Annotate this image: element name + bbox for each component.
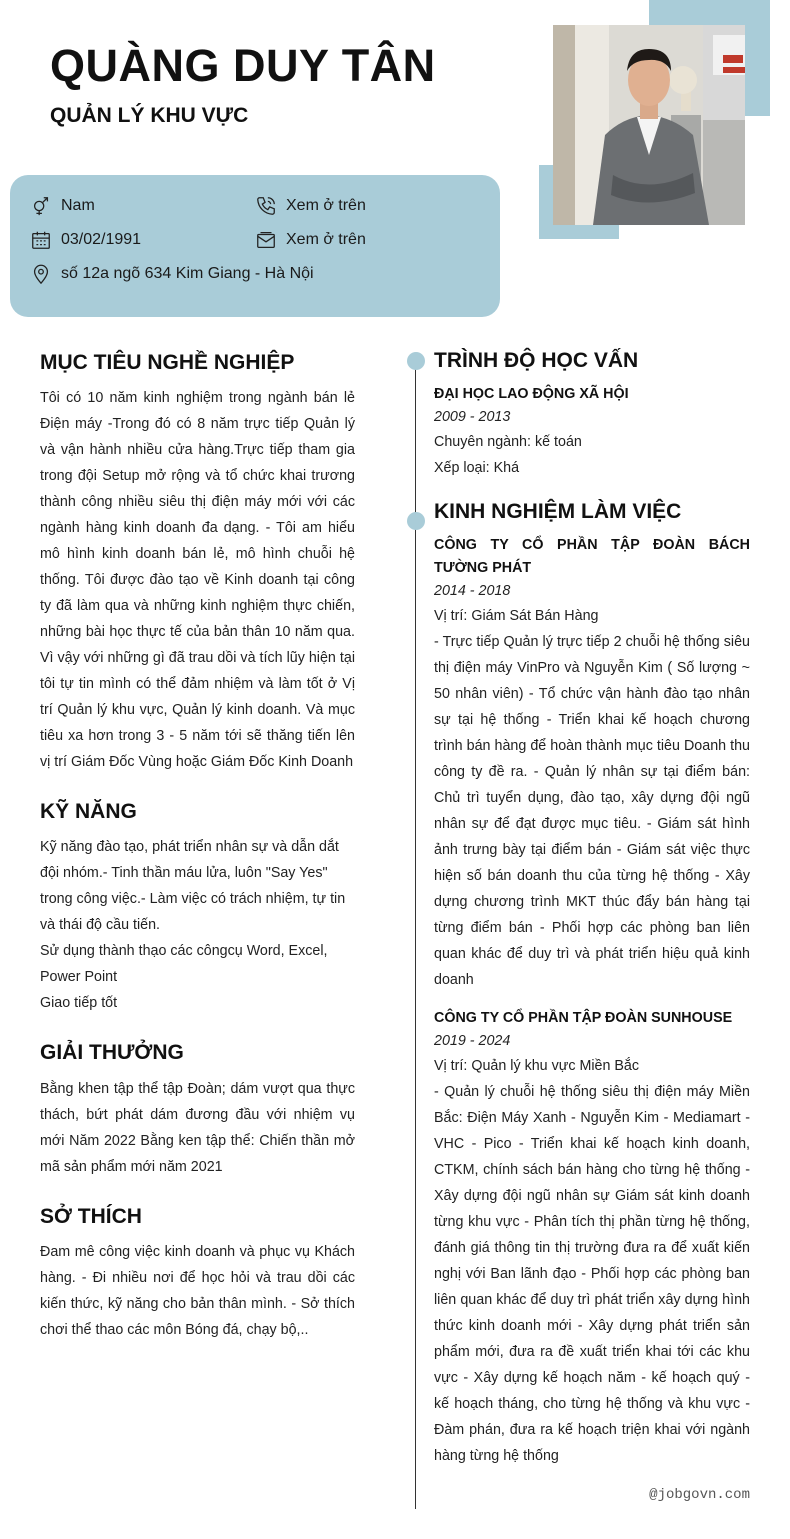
contact-info-box (10, 175, 500, 317)
awards-section (40, 1040, 355, 1179)
company-name: CÔNG TY CỔ PHẦN TẬP ĐOÀN SUNHOUSE (434, 1010, 733, 1027)
experience-section (434, 499, 750, 1469)
gender-item (30, 195, 95, 217)
education-years: 2009 - 2013 (434, 409, 511, 426)
experience-position: Vị trí: Quản lý khu vực Miền Bắc (434, 1058, 640, 1075)
hobbies-section (40, 1204, 355, 1343)
education-section (434, 348, 750, 481)
job-title: QUẢN LÝ KHU VỰC (50, 104, 249, 127)
experience-description: - Quản lý chuỗi hệ thống siêu thị điện máy Miền Bắc: Điện Máy Xanh - Nguyễn Kim - Mediamart - VHC - Pico - Triển khai kế hoạch kinh doanh, CTKM, chính sách bán hàng cho từng hệ thống - Xây dựng đội ngũ nhân sự Giám sát kinh doanh từng khu vực - Phân tích thị phần từng hệ thống, đánh giá thông tin thị trường đưa ra để xuất kiến nghị với Ban lãnh đạo - Phối hợp các phòng ban liên quan khác để duy trì phát triển xây dựng hình thức kinh doanh mới - Xây dựng phát triển sản phẩm mới, đưa ra đề xuất triển khai tới các khu vực - Xây dựng kế hoạch năm - kế hoạch quý - kế hoạch tháng, cho từng hệ thống và khu vực - Đàm phán, đưa ra kế hoạch triện khai với ngành hàng từng hệ thống (434, 1084, 750, 1465)
mail-icon (255, 229, 277, 251)
school-name: ĐẠI HỌC LAO ĐỘNG XÃ HỘI (434, 386, 629, 403)
right-column (434, 348, 750, 1487)
timeline-dot-education (407, 352, 425, 370)
objective-title: MỤC TIÊU NGHỀ NGHIỆP (40, 351, 295, 374)
skill-line: Sử dụng thành thạo các côngcụ Word, Excel, Power Point (40, 943, 328, 986)
email-value: Xem ở trên (286, 231, 366, 248)
experience-years: 2014 - 2018 (434, 583, 511, 600)
education-major: Chuyên ngành: kế toán (434, 434, 582, 451)
gender-icon (30, 195, 52, 217)
objective-section (40, 350, 355, 775)
objective-text: Tôi có 10 năm kinh nghiệm trong ngành bán lẻ Điện máy -Trong đó có 8 năm trực tiếp Quản lý và vận hành nhiều cửa hàng.Trực tiếp tham gia trong đội Setup mở rộng và tổ chức khai trương thành công nhiều siêu thị điện máy mới với các ngành hàng kinh doanh đa dạng. - Tôi am hiểu mô hình kinh doanh bán lẻ, mô hình chuỗi hệ thống. Tôi được đào tạo về Kinh doanh tại công ty đã làm qua và những kinh nghiệm thực chiến, những bài học thực tế của bản thân 10 năm qua. Vì vậy với những gì đã trau dồi và tích lũy hiện tại tôi tự tin mình có thể đảm nhiệm và làm tốt ở Vị trí Quản lý khu vực, Quản lý kinh doanh. Và mục tiêu xa hơn trong 3 - 5 năm tới sẽ thăng tiến lên vị trí Giám Đốc Vùng hoặc Giám Đốc Kinh Doanh (40, 390, 355, 771)
profile-photo (553, 25, 745, 225)
gender-value: Nam (61, 197, 95, 214)
address-item (30, 263, 314, 285)
phone-icon (255, 195, 277, 217)
experience-position: Vị trí: Giám Sát Bán Hàng (434, 608, 599, 625)
watermark: @jobgovn.com (649, 1487, 750, 1503)
dob-value: 03/02/1991 (61, 231, 142, 248)
dob-item (30, 229, 141, 251)
education-title: TRÌNH ĐỘ HỌC VẤN (434, 349, 639, 372)
candidate-name: QUÀNG DUY TÂN (50, 40, 436, 91)
phone-value: Xem ở trên (286, 197, 366, 214)
skills-section (40, 799, 355, 1016)
calendar-icon (30, 229, 52, 251)
skill-line: Kỹ năng đào tạo, phát triển nhân sự và dẫn dắt đội nhóm.- Tinh thần máu lửa, luôn "Say Yes" trong công việc.- Làm việc có trách nhiệm, tự tin và thái độ cầu tiến. (40, 839, 346, 934)
experience-entry (434, 534, 750, 993)
education-grade: Xếp loại: Khá (434, 460, 520, 477)
company-name: CÔNG TY CỔ PHẦN TẬP ĐOÀN BÁCH TƯỜNG PHÁT (434, 537, 750, 577)
experience-title: KINH NGHIỆM LÀM VIỆC (434, 500, 682, 524)
left-column (40, 350, 355, 1367)
address-value: số 12a ngõ 634 Kim Giang - Hà Nội (61, 265, 314, 282)
location-pin-icon (30, 263, 52, 285)
experience-entry (434, 1007, 750, 1469)
experience-description: - Trực tiếp Quản lý trực tiếp 2 chuỗi hệ thống siêu thị điện máy VinPro và Nguyễn Kim ( Số lượng ~ 50 nhân viên) - Tổ chức vận hành đào tạo nhân sự tại hệ thống - Triển khai kế hoạch chương trình bán hàng để hoàn thành mục tiêu Doanh thu công ty đề ra. - Quản lý nhân sự tại điểm bán: Chủ trì tuyển dụng, đào tạo, xây dựng đội ngũ nhân sự để đạt được mục tiêu. - Giám sát hình ảnh trưng bày tại điểm bán - Giám sát việc thực hiện số bán doanh thu của từng hệ thống - Xây dựng chương trình MKT thúc đẩy bán hàng tại từng điểm bán - Phối hợp các phòng ban liên quan khác để duy trì và phát triển hiệu quả kinh doanh (434, 634, 750, 989)
phone-item (255, 195, 366, 217)
awards-text: Bằng khen tập thể tập Đoàn; dám vượt qua thực thách, bứt phát dám đương đầu với nhiệm vụ mới Năm 2022 Bằng ken tập thể: Chiến thần mở mã sản phẩm mới năm 2021 (40, 1080, 355, 1175)
timeline-line (415, 362, 416, 1509)
hobbies-text: Đam mê công việc kinh doanh và phục vụ Khách hàng. - Đi nhiều nơi để học hỏi và trau dồi các kiến thức, kỹ năng cho bản thân mình. - Sở thích chơi thể thao các môn Bóng đá, chạy bộ,.. (40, 1243, 355, 1338)
email-item (255, 229, 366, 251)
skill-line: Giao tiếp tốt (40, 995, 118, 1012)
timeline-dot-experience (407, 512, 425, 530)
awards-title: GIẢI THƯỞNG (40, 1041, 184, 1065)
skills-title: KỸ NĂNG (40, 800, 137, 824)
experience-years: 2019 - 2024 (434, 1033, 511, 1050)
hobbies-title: SỞ THÍCH (40, 1204, 142, 1228)
